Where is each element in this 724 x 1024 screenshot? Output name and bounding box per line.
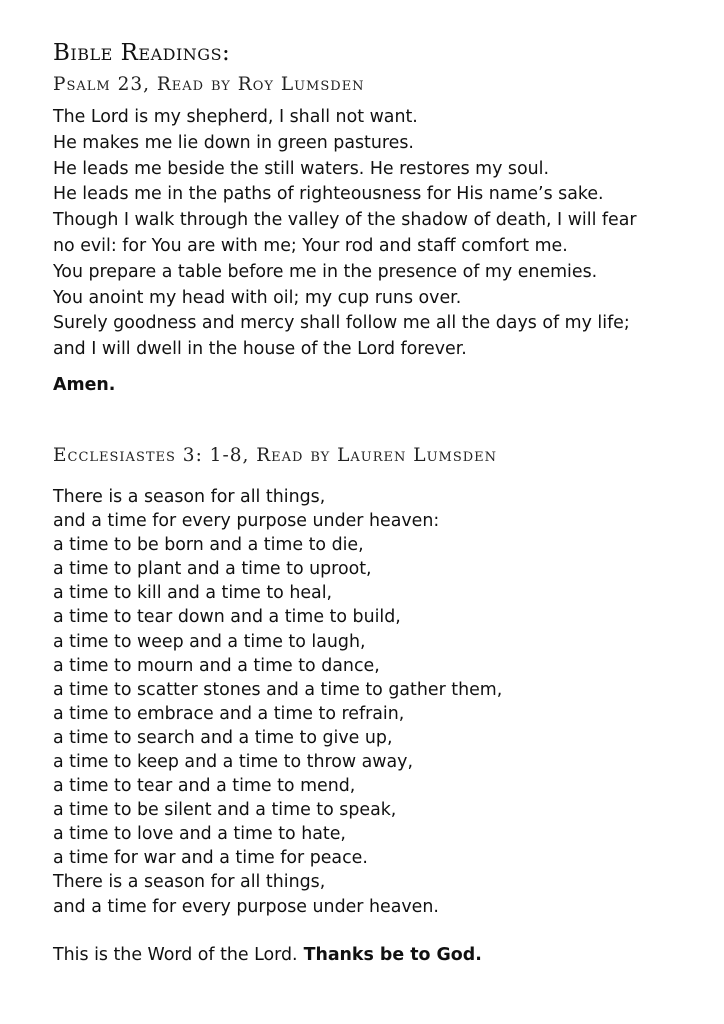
bible-readings-page <box>53 38 703 968</box>
ecclesiastes-line: a time to plant and a time to uproot, <box>53 559 372 580</box>
psalm-text <box>53 105 703 363</box>
page-title: Bible Readings: <box>53 40 231 66</box>
ecclesiastes-line: a time to tear down and a time to build, <box>53 607 401 628</box>
ecclesiastes-line: a time to search and a time to give up, <box>53 727 393 748</box>
psalm-line: and I will dwell in the house of the Lord forever. <box>53 339 467 360</box>
psalm-line: He leads me in the paths of righteousness for His name’s sake. <box>53 184 604 205</box>
psalm-line: Surely goodness and mercy shall follow me all the days of my life; <box>53 313 630 334</box>
ecclesiastes-line: and a time for every purpose under heaven: <box>53 511 440 532</box>
amen-text: Amen. <box>53 374 116 395</box>
ecclesiastes-line: a time to love and a time to hate, <box>53 824 346 845</box>
ecclesiastes-line: a time to embrace and a time to refrain, <box>53 703 405 724</box>
ecclesiastes-text <box>53 485 703 919</box>
ecclesiastes-line: There is a season for all things, <box>53 486 326 507</box>
psalm-heading: Psalm 23, Read by Roy Lumsden <box>53 74 365 95</box>
ecclesiastes-heading: Ecclesiastes 3: 1-8, Read by Lauren Lumsden <box>53 444 498 466</box>
psalm-line: He leads me beside the still waters. He restores my soul. <box>53 158 550 179</box>
psalm-line: The Lord is my shepherd, I shall not want. <box>53 107 418 127</box>
ecclesiastes-line: a time to keep and a time to throw away, <box>53 752 413 772</box>
ecclesiastes-line: a time to tear and a time to mend, <box>53 776 356 797</box>
closing-statement: This is the Word of the Lord. <box>53 944 298 965</box>
closing-line <box>53 942 703 968</box>
ecclesiastes-line: a time to mourn and a time to dance, <box>53 655 380 676</box>
ecclesiastes-line: a time to be born and a time to die, <box>53 535 364 556</box>
psalm-line: He makes me lie down in green pastures. <box>53 132 414 153</box>
ecclesiastes-line: a time to be silent and a time to speak, <box>53 800 397 821</box>
ecclesiastes-line: and a time for every purpose under heaven. <box>53 896 439 917</box>
ecclesiastes-line: a time to weep and a time to laugh, <box>53 631 366 652</box>
psalm-line: no evil: for You are with me; Your rod and staff comfort me. <box>53 235 568 256</box>
psalm-line: You anoint my head with oil; my cup runs over. <box>53 287 462 308</box>
ecclesiastes-line: a time for war and a time for peace. <box>53 848 368 869</box>
psalm-line: You prepare a table before me in the presence of my enemies. <box>53 261 598 282</box>
closing-response: Thanks be to God. <box>303 944 482 965</box>
ecclesiastes-line: a time to kill and a time to heal, <box>53 583 333 604</box>
ecclesiastes-line: a time to scatter stones and a time to gather them, <box>53 679 503 700</box>
ecclesiastes-line: There is a season for all things, <box>53 872 326 893</box>
psalm-line: Though I walk through the valley of the shadow of death, I will fear <box>53 210 637 231</box>
